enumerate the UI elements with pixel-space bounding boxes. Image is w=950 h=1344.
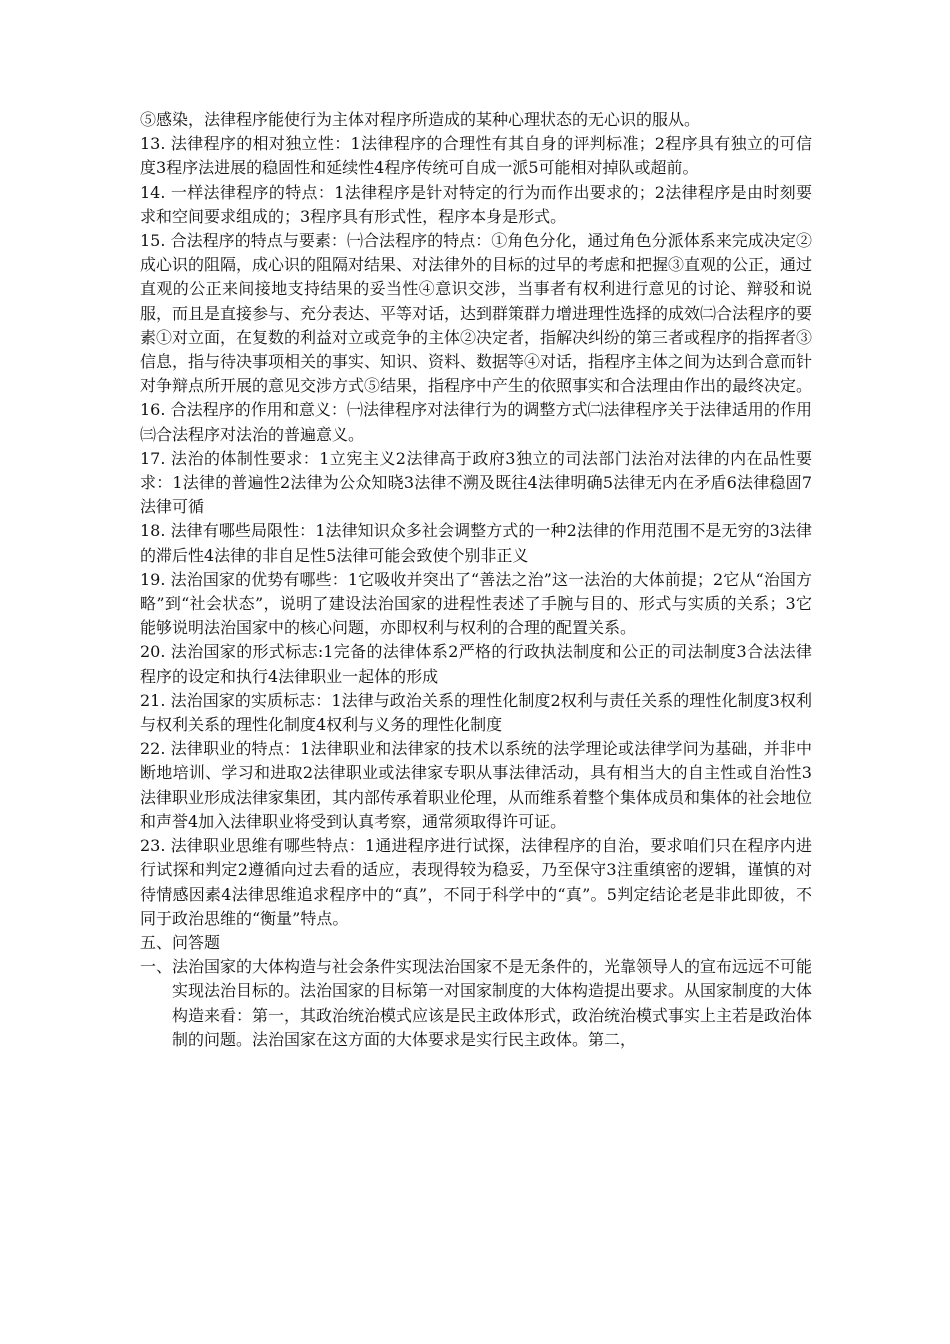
paragraph-item-23: 23. 法律职业思维有哪些特点：1通进程序进行试探，法律程序的自治，要求咱们只在程序内进行试探和判定2遵循向过去看的适应，表现得较为稳妥，乃至保守3注重缜密的逻辑，谨慎的对待情感因素4法律思维追求程序中的“真”，不同于科学中的“真”。5判定结论老是非此即彼，不同于政治思维的“衡量”特点。	[140, 836, 812, 928]
paragraph-item-22: 22. 法律职业的特点：1法律职业和法律家的技术以系统的法学理论或法律学问为基础，并非中断地培训、学习和进取2法律职业或法律家专职从事法律活动，具有相当大的自主性或自治性3法律职业形成法律家集团，其内部传承着职业伦理，从而维系着整个集体成员和集体的社会地位和声誉4加入法律职业将受到认真考察，通常须取得许可证。	[140, 739, 813, 831]
paragraph-item-18: 18. 法律有哪些局限性：1法律知识众多社会调整方式的一种2法律的作用范围不是无穷的3法律的滞后性4法律的非自足性5法律可能会致使个别非正义	[140, 521, 812, 565]
paragraph-item-14: 14. 一样法律程序的特点：1法律程序是针对特定的行为而作出要求的；2法律程序是由时刻要求和空间要求组成的；3程序具有形式性，程序本身是形式。	[140, 182, 812, 226]
paragraph-item-17: 17. 法治的体制性要求：1立宪主义2法律高于政府3独立的司法部门法治对法律的内在品性要求：1法律的普遍性2法律为公众知晓3法律不溯及既往4法律明确5法律无内在矛盾6法律稳固7法律可循	[140, 448, 812, 517]
paragraph-item-21: 21. 法治国家的实质标志：1法律与政治关系的理性化制度2权利与责任关系的理性化制度3权利与权利关系的理性化制度4权利与义务的理性化制度	[140, 690, 812, 735]
paragraph-item-16: 16. 合法程序的作用和意义：㈠法律程序对法律行为的调整方式㈡法律程序关于法律适用的作用㈢合法程序对法治的普遍意义。	[140, 400, 812, 444]
paragraph-item-5: ⑤感染，法律程序能使行为主体对程序所造成的某种心理状态的无心识的服从。	[140, 110, 701, 129]
paragraph-item-13: 13. 法律程序的相对独立性：1法律程序的合理性有其自身的评判标准；2程序具有独立的可信度3程序法进展的稳固性和延续性4程序传统可自成一派5可能相对掉队或超前。	[140, 134, 812, 178]
document-page	[140, 108, 812, 1052]
paragraph-item-20: 20. 法治国家的形式标志:1完备的法律体系2严格的行政执法制度和公正的司法制度3合法法律程序的设定和执行4法律职业一起体的形成	[140, 642, 812, 686]
section-heading: 五、问答题	[140, 932, 221, 952]
paragraph-item-19: 19. 法治国家的优势有哪些：1它吸收并突出了“善法之治”这一法治的大体前提；2它从“治国方略”到“社会状态”，说明了建设法治国家的进程性表述了手腕与目的、形式与实质的关系；3它能够说明法治国家中的核心问题，亦即权利与权利的合理的配置关系。	[140, 569, 812, 638]
qa-item-1: 一、法治国家的大体构造与社会条件实现法治国家不是无条件的，光靠领导人的宣布远远不可能实现法治目标的。法治国家的目标第一对国家制度的大体构造提出要求。从国家制度的大体构造来看：第一，其政治统治模式应该是民主政体形式，政治统治模式事实上主若是政治体制的问题。法治国家在这方面的大体要求是实行民主政体。第二，	[140, 957, 813, 1049]
paragraph-item-15: 15. 合法程序的特点与要素：㈠合法程序的特点：①角色分化，通过角色分派体系来完成决定②成心识的阻隔，成心识的阻隔对结果、对法律外的目标的过早的考虑和把握③直观的公正，通过直观的公正来间接地支持结果的妥当性④意识交涉，当事者有权利进行意见的讨论、辩驳和说服，而且是直接参与、充分表达、平等对话，达到群策群力增进理性选择的成效㈡合法程序的要素①对立面，在复数的利益对立或竞争的主体②决定者，指解决纠纷的第三者或程序的指挥者③信息，指与待决事项相关的事实、知识、资料、数据等④对话，指程序主体之间为达到合意而针对争辩点所开展的意见交涉方式⑤结果，指程序中产生的依照事实和合法理由作出的最终决定。	[140, 231, 813, 396]
